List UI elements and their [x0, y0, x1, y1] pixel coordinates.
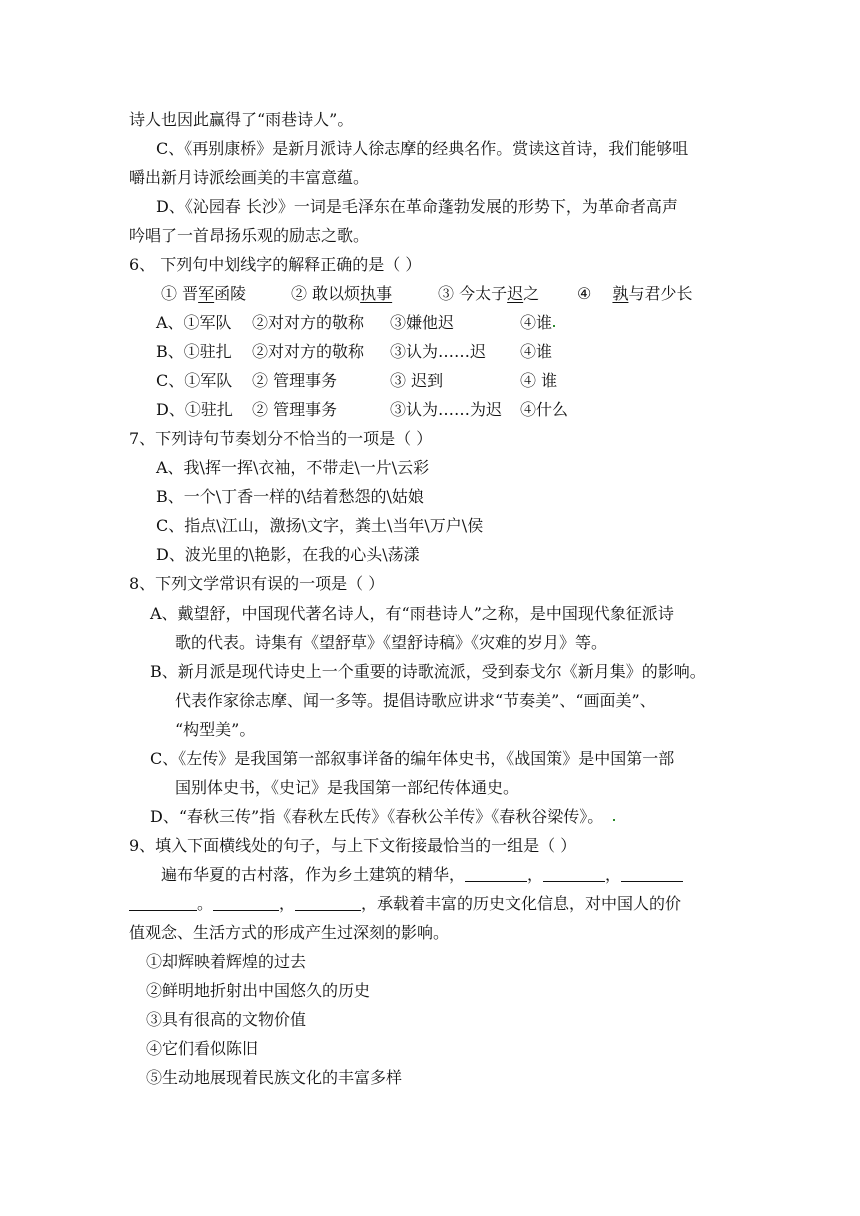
q6-stem: 6、 下列句中划线字的解释正确的是（ ） [129, 255, 422, 274]
q9-item-2: ②鲜明地折射出中国悠久的历史 [146, 981, 371, 1000]
q6-b-col4: ④谁 [520, 342, 553, 361]
q8-option-b-line2: 代表作家徐志摩、闻一多等。提倡诗歌应讲求“节奏美”、“画面美”、 [175, 691, 656, 710]
q6-item-4-text-b: 与君少长 [628, 284, 693, 303]
blank-6 [295, 894, 361, 911]
q9-item-1: ①却辉映着辉煌的过去 [146, 952, 307, 971]
q9-item-4: ④它们看似陈旧 [146, 1039, 259, 1058]
blank-1 [465, 865, 527, 882]
prev-option-tail: 诗人也因此赢得了“雨巷诗人”。 [129, 110, 354, 129]
q6-a-col2: ②对对方的敬称 [252, 313, 365, 332]
q6-item-1 [161, 283, 246, 305]
q8-option-c-line1: C、《左传》是我国第一部叙事详备的编年体史书，《战国策》是中国第一部 [150, 749, 675, 768]
q8-option-b-line3: “构型美”。 [175, 720, 256, 739]
q9-passage-line3: 值观念、生活方式的形成产生过深刻的影响。 [129, 923, 450, 942]
q6-a-col3: ③嫌他迟 [390, 313, 455, 332]
q6-a-col4: ④谁 [520, 313, 553, 332]
option-c-line2: 嚼出新月诗派绘画美的丰富意蕴。 [129, 168, 370, 187]
q7-option-a: A、我\挥一挥\衣袖，不带走\一片\云彩 [156, 458, 430, 477]
q6-c-col2: ② 管理事务 [252, 371, 338, 390]
q6-d-col2: ② 管理事务 [252, 400, 338, 419]
q6-item-4 [577, 283, 692, 305]
blank-3 [621, 865, 683, 882]
q6-option-b [156, 341, 552, 363]
q6-c-col3: ③ 迟到 [390, 371, 444, 390]
q9-passage-line2 [129, 893, 681, 915]
q9-passage-mid: ，承载着丰富的历史文化信息，对中国人的价 [361, 894, 682, 913]
blank-4 [129, 894, 197, 911]
blank-2 [543, 865, 605, 882]
q6-item-1-text-a: 晋 [182, 284, 199, 303]
q6-d-col4: ④什么 [520, 400, 569, 419]
scan-speck [553, 325, 555, 327]
scan-speck [613, 819, 615, 821]
q9-passage-line1 [161, 864, 683, 886]
q6-c-col1: C、①军队 [156, 371, 233, 390]
q8-option-a-line2: 歌的代表。诗集有《望舒草》《望舒诗稿》《灾难的岁月》等。 [175, 633, 608, 652]
q8-option-b-line1: B、新月派是现代诗史上一个重要的诗歌流派，受到泰戈尔《新月集》的影响。 [150, 662, 706, 681]
q8-option-c-line2: 国别体史书，《史记》是我国第一部纪传体通史。 [175, 778, 520, 797]
q6-b-col3: ③认为……迟 [390, 342, 487, 361]
q6-item-2 [291, 283, 392, 305]
q6-item-3 [438, 283, 539, 305]
q6-b-col2: ②对对方的敬称 [252, 342, 365, 361]
q7-option-b: B、一个\丁香一样的\结着愁怨的\姑娘 [156, 487, 424, 506]
q6-item-2-num: ② [291, 284, 308, 303]
q9-item-3: ③具有很高的文物价值 [146, 1010, 307, 1029]
q8-option-d [150, 806, 615, 828]
q9-comma: ， [527, 865, 544, 884]
q8-option-d-text: D、“春秋三传”指《春秋左氏传》《春秋公羊传》《春秋谷梁传》。 [150, 807, 604, 826]
q6-item-3-text-a: 今太子 [459, 284, 508, 303]
q6-option-a [156, 312, 555, 334]
q9-comma: ， [605, 865, 622, 884]
q9-comma: ， [279, 894, 296, 913]
q8-stem: 8、下列文学常识有误的一项是（ ） [129, 574, 385, 593]
option-d-line2: 吟唱了一首昂扬乐观的励志之歌。 [129, 226, 370, 245]
q6-item-4-underlined: 孰 [612, 284, 629, 303]
q7-option-d: D、波光里的\艳影，在我的心头\荡漾 [156, 545, 420, 564]
q6-a-col1: A、①军队 [156, 313, 232, 332]
q7-option-c: C、指点\江山，激扬\文字，粪土\当年\万户\侯 [156, 516, 484, 535]
q6-item-2-text-a: 敢以烦 [312, 284, 361, 303]
q6-item-1-text-b: 函陵 [214, 284, 247, 303]
q6-item-3-underlined: 迟 [507, 284, 524, 303]
q9-item-5: ⑤生动地展现着民族文化的丰富多样 [146, 1068, 403, 1087]
option-c-line1: C、《再别康桥》是新月派诗人徐志摩的经典名作。赏读这首诗，我们能够咀 [156, 139, 689, 158]
blank-5 [213, 894, 279, 911]
q9-period: 。 [197, 894, 214, 913]
q6-item-1-num: ① [161, 284, 178, 303]
option-d-line1: D、《沁园春 长沙》一词是毛泽东在革命蓬勃发展的形势下，为革命者高声 [156, 197, 678, 216]
q6-b-col1: B、①驻扎 [156, 342, 232, 361]
q6-item-4-num: ④ [577, 284, 592, 303]
q9-passage-start: 遍布华夏的古村落，作为乡土建筑的精华， [161, 865, 466, 884]
q6-item-3-text-b: 之 [523, 284, 540, 303]
q6-d-col3: ③认为……为迟 [390, 400, 503, 419]
q6-item-2-underlined: 执事 [360, 284, 393, 303]
q6-item-1-underlined: 军 [198, 284, 215, 303]
q8-option-a-line1: A、戴望舒，中国现代著名诗人，有“雨巷诗人”之称，是中国现代象征派诗 [150, 604, 674, 623]
q6-c-col4: ④ 谁 [520, 371, 558, 390]
q9-stem: 9、填入下面横线处的句子，与上下文衔接最恰当的一组是（ ） [129, 836, 577, 855]
q6-item-3-num: ③ [438, 284, 455, 303]
q6-option-d [156, 399, 568, 421]
q7-stem: 7、下列诗句节奏划分不恰当的一项是（ ） [129, 429, 433, 448]
q6-option-c [156, 370, 557, 392]
q6-d-col1: D、①驻扎 [156, 400, 233, 419]
